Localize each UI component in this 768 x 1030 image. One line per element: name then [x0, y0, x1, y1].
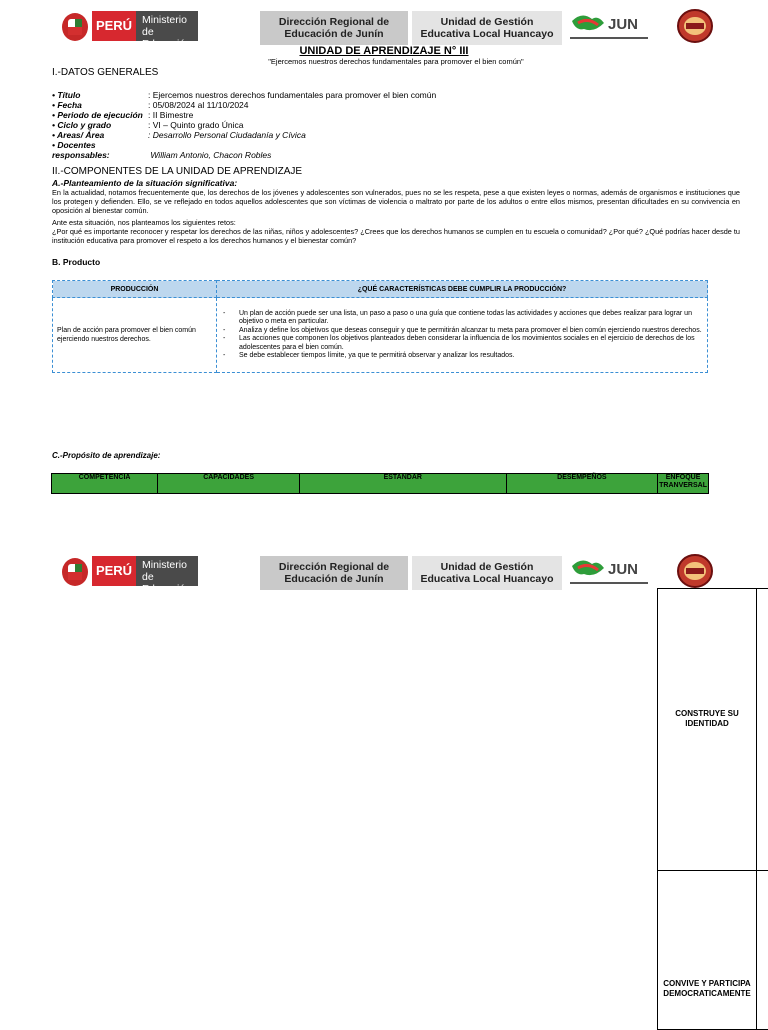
header-banner	[60, 7, 714, 50]
proposito-header-enfoque: ENFOQUE TRANVERSAL	[658, 474, 709, 494]
school-crest-icon	[676, 553, 714, 589]
retos-intro: Ante esta situación, nos planteamos los siguientes retos:	[52, 218, 236, 227]
list-item: - Analiza y define los objetivos que deseas conseguir y que te permitirán alcanzar tu meta para promover el bien común ejerciendo nuestros derechos.	[221, 327, 707, 336]
page-subtitle: "Ejercemos nuestros derechos fundamentales para promover el bien común"	[268, 57, 524, 66]
dato-row: • Fecha : 05/08/2024 al 11/10/2024	[52, 100, 249, 110]
section-datos-generales: I.-DATOS GENERALES	[52, 67, 159, 78]
section-situacion: A.-Planteamiento de la situación significativa:	[52, 178, 238, 188]
ministerio-line2: de Educación	[142, 26, 192, 50]
peru-shield-icon	[60, 9, 90, 43]
header-banner	[60, 552, 714, 595]
junin-region-logo-icon	[568, 7, 650, 45]
caracteristicas-cell	[217, 298, 708, 373]
page-title: UNIDAD DE APRENDIZAJE N° III	[299, 45, 469, 57]
peru-shield-icon	[60, 554, 90, 588]
drej-label: Dirección Regional de Educación de Junín	[260, 11, 408, 45]
svg-text:JUN: JUN	[608, 16, 639, 33]
svg-text:JUN: JUN	[608, 561, 639, 578]
table-column-edge	[757, 588, 768, 871]
proposito-header-competencia: COMPETENCIA	[52, 474, 158, 494]
section-proposito: C.-Propósito de aprendizaje:	[52, 451, 161, 460]
drej-label: Dirección Regional de Educación de Junín	[260, 556, 408, 590]
retos-text: ¿Por qué es importante reconocer y respetar los derechos de las niñas, niños y adolescentes? ¿Crees que los derechos humanos se cumplen en tu escuela o comunidad? ¿Por qué? ¿Qué podrías hacer desde tu institución educativa para promover el respeto a los derechos humanos y el bienestar común?	[52, 227, 740, 245]
ministerio-line1: Ministerio	[142, 14, 187, 26]
competencia-label: CONVIVE Y PARTICIPA DEMOCRATICAMENTE	[663, 979, 751, 998]
table-column-edge	[757, 870, 768, 1030]
competencia-cell	[657, 870, 757, 1030]
list-item: - Las acciones que componen los objetivos planteados deben considerar la influencia de los movimientos sociales en el ejercicio de derechos de los adolescentes para el bien común.	[221, 335, 707, 352]
datos-generales-list	[52, 90, 436, 160]
minedu-logo	[92, 556, 198, 595]
school-crest-icon	[676, 8, 714, 44]
dato-row: • Periodo de ejecución : II Bimestre	[52, 110, 194, 120]
junin-region-logo-icon	[568, 552, 650, 590]
situacion-text: En la actualidad, notamos frecuentemente que, los derechos de los jóvenes y adolescentes son vulnerados, pues no se les respeta, pese a que existen leyes o normas, además de organismos e instituciones que los protegen y defienden. Ello, se ve reflejado en todos aquellos adolescentes que son víctimas de violencia o maltrato por parte de los adultos o entre ellos mismos, presentan dificultades en su convivencia en oposición al bienestar común.	[52, 188, 740, 215]
proposito-header-capacidades: CAPACIDADES	[158, 474, 300, 494]
ministerio-line2: de Educación	[142, 571, 192, 595]
list-item: - Un plan de acción puede ser una lista, un paso a paso o una guía que contiene todas las actividades y acciones que debes realizar para lograr un objetivo o meta en particular.	[221, 310, 707, 327]
ugel-label: Unidad de Gestión Educativa Local Huancayo	[412, 556, 562, 590]
ugel-label: Unidad de Gestión Educativa Local Huancayo	[412, 11, 562, 45]
produccion-cell: Plan de acción para promover el bien común ejerciendo nuestros derechos.	[53, 298, 217, 373]
proposito-table	[51, 473, 709, 494]
producto-header-caracteristicas: ¿QUÉ CARACTERÍSTICAS DEBE CUMPLIR LA PRODUCCIÓN?	[217, 281, 708, 298]
section-componentes: II.-COMPONENTES DE LA UNIDAD DE APRENDIZAJE	[52, 166, 303, 177]
competencia-cell	[657, 588, 757, 871]
proposito-header-desempenos: DESEMPEÑOS	[506, 474, 658, 494]
dato-row: • Ciclo y grado : VI – Quinto grado Única	[52, 120, 244, 130]
peru-label: PERÚ	[92, 556, 136, 586]
producto-table	[52, 280, 708, 373]
dato-row: • Título : Ejercemos nuestros derechos fundamentales para promover el bien común	[52, 90, 437, 100]
proposito-header-estandar: ESTANDAR	[299, 474, 506, 494]
peru-label: PERÚ	[92, 11, 136, 41]
competencia-label: CONSTRUYE SU IDENTIDAD	[675, 709, 739, 728]
section-producto: B. Producto	[52, 257, 101, 267]
producto-header-produccion: PRODUCCIÓN	[53, 281, 217, 298]
list-item: - Se debe establecer tiempos límite, ya que te permitirá observar y analizar los resultados.	[221, 352, 707, 361]
dato-row: • Docentes responsables: William Antonio, Chacon Robles	[52, 140, 272, 160]
ministerio-line1: Ministerio	[142, 559, 187, 571]
minedu-logo	[92, 11, 198, 50]
dato-row: • Areas/ Área : Desarrollo Personal Ciudadanía y Cívica	[52, 130, 306, 140]
